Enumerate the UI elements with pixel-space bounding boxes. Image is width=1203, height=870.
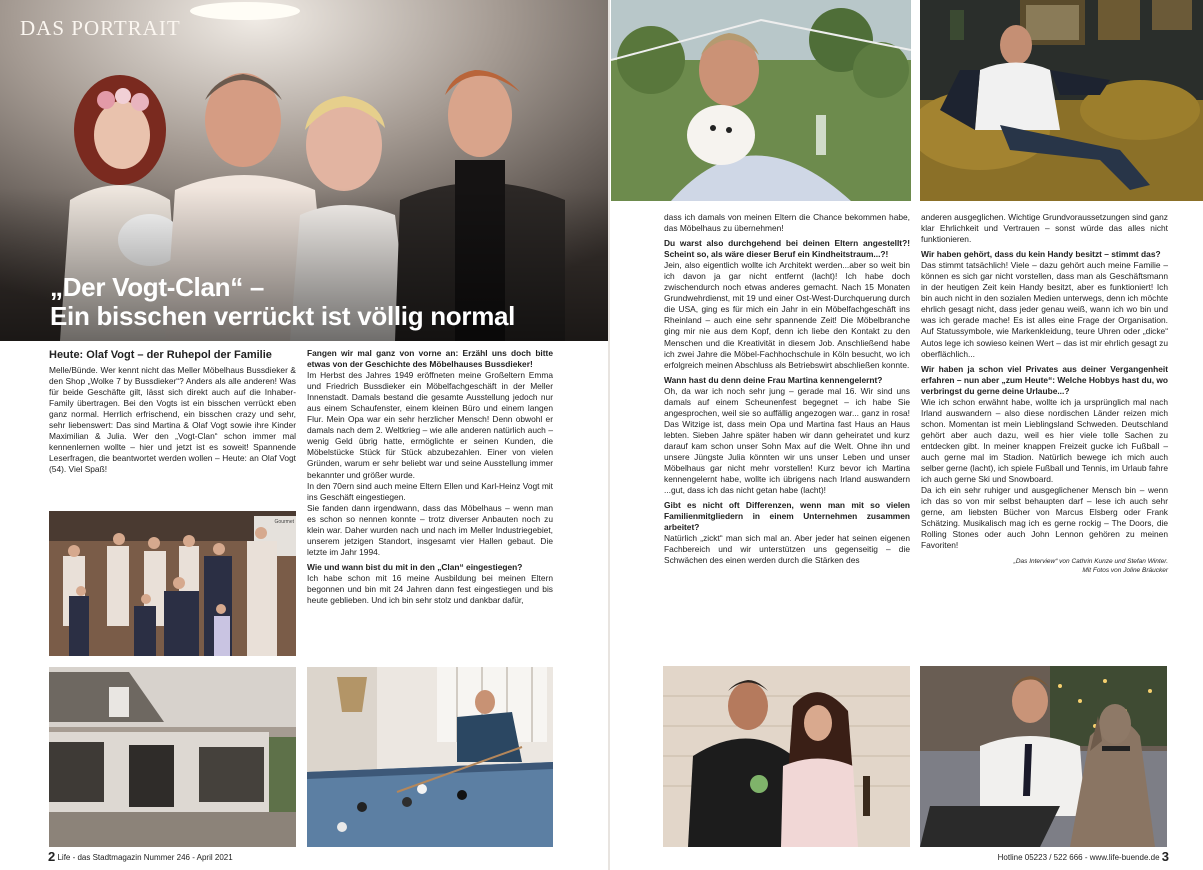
answer: Ich habe schon mit 16 meine Ausbildung bei meinen Eltern begonnen und bin mit 24 Jahren dann fest eingestiegen und bis heute geblieben. Und ich bin sehr stolz und dankbar dafür,: [307, 572, 553, 606]
answer: Jein, also eigentlich wollte ich Architekt werden...aber so weit bin ich davon ja gar nicht entfernt (lacht)! Ich habe doch zwischendurch noch etwas anderes gemacht. Nach 15 Monaten Grundwehrdienst, mit 19 und einer Ost-West-Durchquerung durch die USA, ging es für mich ein Jahr in ein Möbelfachgeschäft ins Rheinland – auch eine sehr spannende Zeit! Die Möbelbranche ging mir nie aus dem Kopf, denn ich liebe den Kontakt zu den Menschen und die Kreativität in diesem Job. Anschließend habe ich zwei Jahre die Möbel-Fachhochschule in Köln besucht, wo ich erfolgreich meinen Abschluss als Betriebswirt abschließen konnte.: [664, 260, 910, 370]
column-4: [921, 212, 1168, 575]
page-number-left: 2: [48, 849, 56, 864]
question: Du warst also durchgehend bei deinen Eltern angestellt?! Scheint so, als wäre dieser Beruf ein Kindheitstraum...?!: [664, 238, 910, 260]
column-3: [664, 212, 910, 566]
question: Fangen wir mal ganz von vorne an: Erzähl uns doch bitte etwas von der Geschichte des Möbelhauses Bussdieker!: [307, 348, 553, 370]
column-2: [307, 348, 553, 606]
photo-old-storefront: [49, 667, 296, 847]
answer: Da ich ein sehr ruhiger und ausgeglichener Mensch bin – wenn ich das so von mir selbst behaupten darf – lese ich auch sehr gerne, am liebsten Bücher von Marcus Elsberg oder Frank Schätzing. Musikalisch mag ich es gerne rockig – The Doors, die Rolling Stones oder auch John Lennon gehören zu meinen Favoriten!: [921, 485, 1168, 551]
photo-olaf-and-martina: [663, 666, 910, 847]
question: Wie und wann bist du mit in den „Clan“ eingestiegen?: [307, 561, 523, 572]
article-title-line-2: Ein bisschen verrückt ist völlig normal: [50, 301, 516, 331]
photo-olaf-playing-pool: [307, 667, 553, 847]
photo-olaf-with-weimaraner: [920, 666, 1167, 847]
answer: Natürlich „zickt“ man sich mal an. Aber jeder hat seinen eigenen Fachbereich und wir unterstützen uns gegenseitig – die Schwächen des einen werden durch die Stärken des: [664, 533, 910, 566]
page-gutter: [608, 0, 610, 870]
footer-left: [48, 849, 233, 864]
answer: In den 70ern sind auch meine Eltern Ellen und Karl-Heinz Vogt mit ins Geschäft eingestiegen.: [307, 480, 553, 502]
answer: Oh, da war ich noch sehr jung – gerade mal 16. Wir sind uns damals auf einem Scheunenfest begegnet – ich habe Sie angesprochen, weil sie so auffällig angezogen war... ganz in rosa! Das Witzige ist, dass mein Opa und Martina fast Haus an Haus lebten. Sieben Jahre später haben wir dann geheiratet und kurz darauf kam schon unser Sohn Max auf die Welt. Ohne ihn und unsere Jüngste Julia könnten wir uns unser Leben und unser Möbelhaus gar nicht mehr vorstellen! Kurz bevor ich Martina kennengelernt habe, wollte ich übrigens nach Irland auswandern ...gut, dass ich das nicht getan habe (lacht)!: [664, 385, 910, 496]
photo-family-historic: [49, 511, 296, 656]
intro-subhead: Heute: Olaf Vogt – der Ruhepol der Familie: [49, 349, 272, 361]
answer: Wie ich schon erwähnt habe, wollte ich ja ursprünglich mal nach Irland auswandern – also diese nordischen Länder reizen mich schon. Momentan ist mein Lieblingsland Schweden. Deutschland gehört aber auch dazu, weil es hier viele tolle Sachen zu entdecken gibt. In meiner knappen Freizeit gucke ich Fußball – auch gerne mal im Stadion. Natürlich bewege ich mich auch selber gerne (lacht), ich spiele Fußball und Tennis, im Urlaub fahre ich auch gerne Ski und Snowboard.: [921, 396, 1168, 485]
question: Wir haben gehört, dass du kein Handy besitzt – stimmt das?: [921, 249, 1161, 260]
article-title-line-1: „Der Vogt-Clan“ –: [50, 272, 264, 302]
hero-photo-family: [0, 0, 609, 341]
footer-left-text: Life - das Stadtmagazin Nummer 246 - April 2021: [57, 853, 233, 862]
answer: Sie fanden dann irgendwann, dass das Möbelhaus – wenn man es schon so nennen konnte – trotz diverser Anbauten noch zu klein war. Daher wurden nach und nach im Meller Industriegebiet, unserem jetzigen Standort, insgesamt vier Hallen gebaut. Die letzte im Jahr 1994.: [307, 502, 553, 557]
question: Wann hast du denn deine Frau Martina kennengelernt?: [664, 374, 883, 385]
column-intro: [49, 348, 296, 475]
answer: Das stimmt tatsächlich! Viele – dazu gehört auch meine Familie – können es sich gar nicht vorstellen, dass man als Geschäftsmann in der heutigen Zeit kein Handy besitzt, aber es funktioniert! Ich bin auch nicht in den sozialen Medien unterwegs, denn ich möchte ehrlich gesagt nicht, dass jeder genau weiß, wann ich wo bin und was ich gerade mache! Es ist alles eine Frage der Organisation. Auf Statussymbole, wie Markenkleidung, teure Uhren oder „dicke“ Autos lege ich sowieso keinen Wert – das ist mir ehrlich gesagt zu oberflächlich...: [921, 260, 1168, 359]
credit-line-1: „Das Interview“ von Cathrin Kunze und Stefan Winter.: [1013, 558, 1168, 566]
answer: Im Herbst des Jahres 1949 eröffneten meine Großeltern Emma und Friedrich Bussdieker ein Möbelfachgeschäft in der Meller Innenstadt. Damals bestand die gesamte Ausstellung jedoch nur aus einem Schaufenster, einem kleinen Büro und einem langen Flur. Mein Opa war ein sehr herzlicher Mensch! Denn obwohl er damals nach dem 2. Weltkrieg – wie alle anderen natürlich auch – wenig Geld übrig hatte, ermöglichte er seinen Kunden, die Möbelstücke Stück für Stück abzubezahlen. Einer von vielen Gründen, warum er sehr beliebt war und seine Ausstellung immer bekannter und größer wurde.: [307, 370, 553, 480]
storefront-sign: Gourmet: [274, 519, 294, 525]
intro-text: Melle/Bünde. Wer kennt nicht das Meller Möbelhaus Bussdieker & den Shop „Wolke 7 by Bussdieker“? Anders als alle anderen! Was für beide Geschäfte gilt, lässt sich direkt auch auf die Inhaber-Family übertragen. Bei den Vogts ist ein bisschen verrückt eben ganz normal. Herrlich erfrischend, ein bisschen crazy und sehr, sehr liebenswert: Das sind Martina & Olaf Vogt sowie ihre Kinder Maximilian & Julia. Wer den „Vogt-Clan“ schon immer mal kennenlernen wollte – hier und jetzt ist es soweit! Spannende Leserfragen, die beantwortet werden wollen – Heute: an Olaf Vogt (54). Viel Spaß!: [49, 365, 296, 475]
photo-olaf-on-sofa: [920, 0, 1203, 201]
footer-right: [998, 849, 1169, 864]
section-kicker: DAS PORTRAIT: [20, 16, 181, 40]
page-number-right: 3: [1161, 849, 1169, 864]
article-title: [50, 273, 515, 331]
answer: anderen ausgeglichen. Wichtige Grundvoraussetzungen sind ganz klar Ehrlichkeit und Vertrauen – sonst würde das alles nicht funktionieren.: [921, 212, 1168, 245]
answer: dass ich damals von meinen Eltern die Chance bekommen habe, das Möbelhaus zu übernehmen!: [664, 212, 910, 234]
credit-line-2: Mit Fotos von Joline Bräucker: [1082, 567, 1168, 575]
photo-olaf-with-dog: [611, 0, 911, 201]
question: Gibt es nicht oft Differenzen, wenn man mit so vielen Familienmitgliedern in einem Unternehmen zusammen arbeitet?: [664, 500, 910, 533]
question: Wir haben ja schon viel Privates aus deiner Vergangenheit erfahren – nun aber „zum Heute“: Welche Hobbys hast du, wo verbringst du gerne deine Urlaube...?: [921, 363, 1168, 396]
interview-credit: [921, 557, 1168, 575]
footer-right-text: Hotline 05223 / 522 666 - www.life-buende.de: [997, 853, 1160, 862]
